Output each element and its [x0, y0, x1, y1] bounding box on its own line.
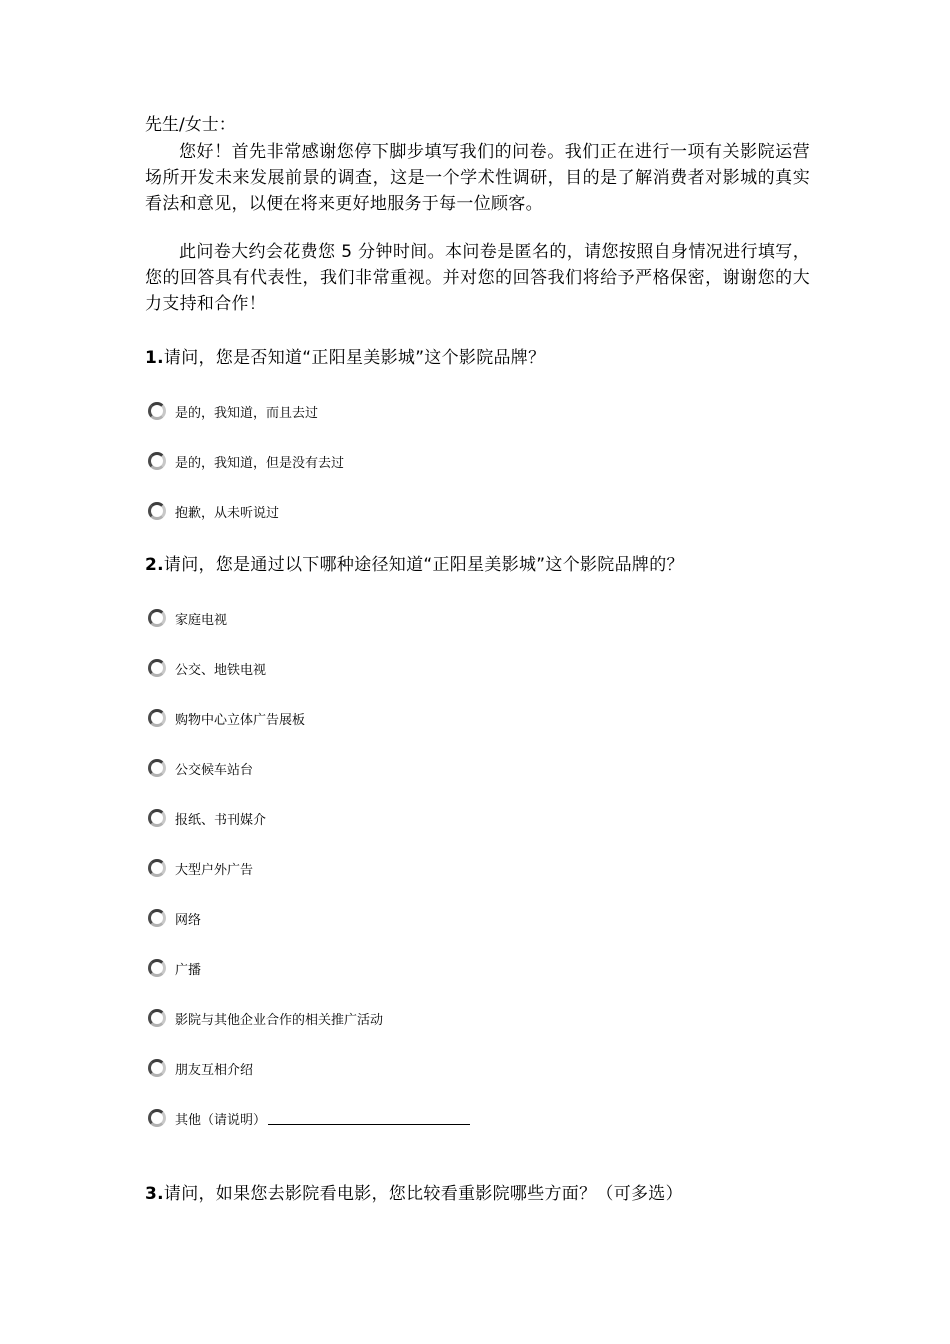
option-label: 购物中心立体广告展板: [175, 712, 306, 728]
radio-option[interactable]: [145, 743, 810, 793]
question-2-options: [145, 593, 810, 1143]
radio-option[interactable]: [145, 943, 810, 993]
radio-button-icon[interactable]: [148, 609, 166, 627]
other-specify-blank[interactable]: [268, 1112, 470, 1125]
option-label: 影院与其他企业合作的相关推广活动: [175, 1012, 384, 1028]
radio-button-icon[interactable]: [148, 959, 166, 977]
option-label: 其他（请说明）: [175, 1112, 267, 1128]
question-text: 请问，您是否知道“正阳星美影城”这个影院品牌？: [163, 348, 546, 368]
radio-button-icon[interactable]: [148, 709, 166, 727]
question-1-options: [145, 386, 810, 536]
option-label: 家庭电视: [175, 612, 228, 628]
question-text: 请问，您是通过以下哪种途径知道“正阳星美影城”这个影院品牌的？: [163, 555, 684, 575]
radio-option[interactable]: [145, 643, 810, 693]
intro-paragraph-2: 此问卷大约会花费您 5 分钟时间。本问卷是匿名的，请您按照自身情况进行填写，您的回答具有代表性，我们非常重视。并对您的回答我们将给予严格保密，谢谢您的大力支持和合作！: [145, 242, 810, 314]
radio-button-icon[interactable]: [148, 1059, 166, 1077]
radio-option[interactable]: [145, 793, 810, 843]
question-3-title: [145, 1181, 810, 1207]
radio-option[interactable]: [145, 486, 810, 536]
radio-option[interactable]: [145, 1093, 810, 1143]
radio-button-icon[interactable]: [148, 1109, 166, 1127]
radio-option[interactable]: [145, 693, 810, 743]
option-label: 网络: [175, 912, 202, 928]
question-2-title: [145, 552, 810, 578]
option-label: 抱歉，从未听说过: [175, 505, 280, 521]
option-label: 广播: [175, 962, 202, 978]
salutation: 先生/女士：: [145, 115, 236, 135]
question-text: 请问，如果您去影院看电影，您比较看重影院哪些方面？（可多选）: [163, 1184, 683, 1204]
radio-option[interactable]: [145, 436, 810, 486]
radio-option[interactable]: [145, 993, 810, 1043]
option-label: 公交候车站台: [175, 762, 254, 778]
option-label: 是的，我知道，而且去过: [175, 405, 319, 421]
radio-button-icon[interactable]: [148, 502, 166, 520]
question-number: 3.: [145, 1184, 164, 1204]
question-number: 1.: [145, 348, 164, 368]
option-label: 公交、地铁电视: [175, 662, 267, 678]
intro-paragraph-1: 您好！首先非常感谢您停下脚步填写我们的问卷。我们正在进行一项有关影院运营场所开发未来发展前景的调查，这是一个学术性调研，目的是了解消费者对影城的真实看法和意见，以便在将来更好地服务于每一位顾客。: [145, 142, 810, 214]
radio-option[interactable]: [145, 593, 810, 643]
radio-button-icon[interactable]: [148, 402, 166, 420]
option-label: 大型户外广告: [175, 862, 254, 878]
radio-option[interactable]: [145, 843, 810, 893]
radio-option[interactable]: [145, 1043, 810, 1093]
radio-button-icon[interactable]: [148, 1009, 166, 1027]
radio-button-icon[interactable]: [148, 659, 166, 677]
question-number: 2.: [145, 555, 164, 575]
radio-button-icon[interactable]: [148, 909, 166, 927]
radio-button-icon[interactable]: [148, 809, 166, 827]
option-label: 朋友互相介绍: [175, 1062, 254, 1078]
question-1-title: [145, 345, 810, 371]
survey-document: [145, 112, 810, 1207]
option-label: 是的，我知道，但是没有去过: [175, 455, 345, 471]
radio-button-icon[interactable]: [148, 859, 166, 877]
radio-button-icon[interactable]: [148, 759, 166, 777]
radio-option[interactable]: [145, 893, 810, 943]
option-label: 报纸、书刊媒介: [175, 812, 267, 828]
radio-button-icon[interactable]: [148, 452, 166, 470]
radio-option[interactable]: [145, 386, 810, 436]
